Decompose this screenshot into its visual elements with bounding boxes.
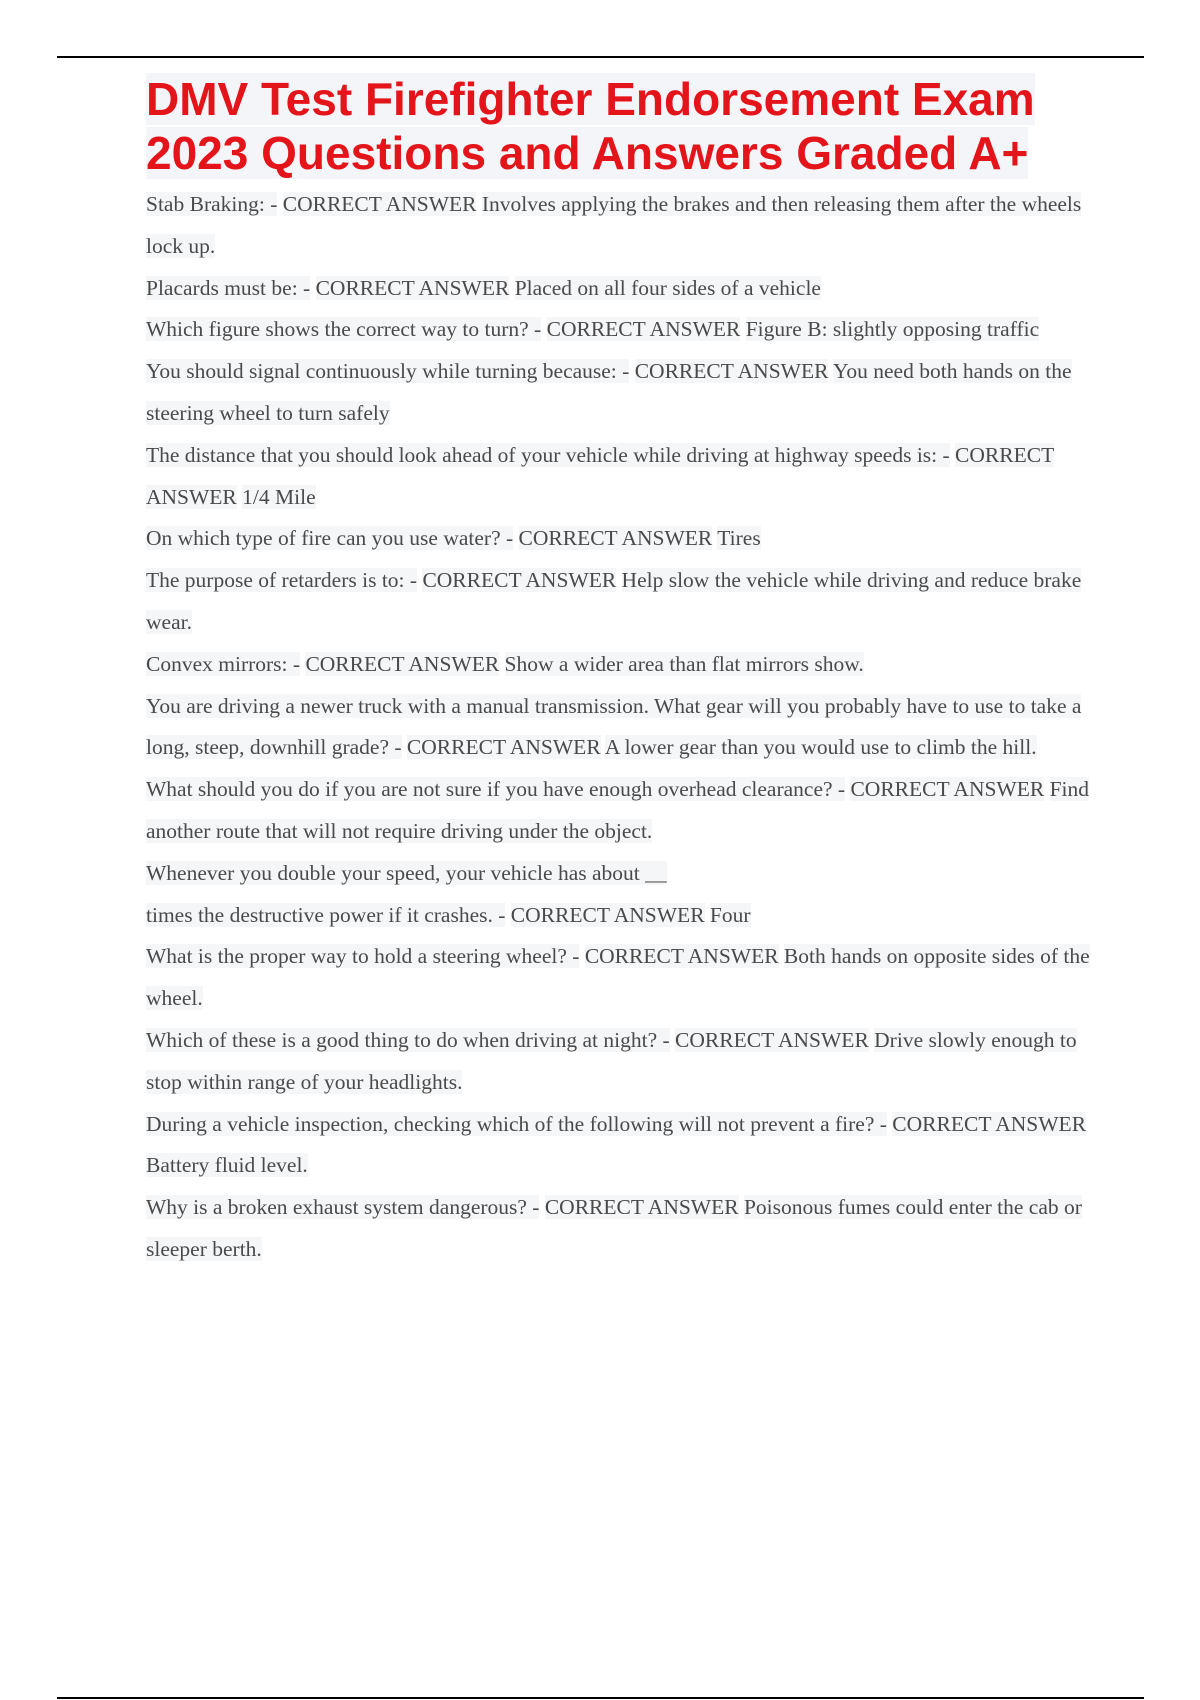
qa-answer-tag: CORRECT ANSWER: [850, 777, 1045, 802]
qa-answer: Both hands on opposite sides of the wheel.: [146, 944, 1090, 1011]
qa-answer-tag: CORRECT ANSWER: [315, 275, 510, 300]
qa-answer: Four: [709, 902, 751, 927]
title-line-1: DMV Test Firefighter Endorsement Exam: [146, 73, 1035, 125]
document-title: [146, 72, 1096, 180]
qa-answer: Involves applying the brakes and then releasing them after the wheels lock up.: [146, 192, 1082, 258]
qa-question: Which figure shows the correct way to turn? -: [146, 317, 542, 342]
bottom-rule: [57, 1697, 1144, 1699]
qa-answer: Figure B: slightly opposing traffic: [745, 317, 1040, 342]
qa-answer-tag: CORRECT ANSWER: [282, 192, 477, 216]
qa-answer-tag: CORRECT ANSWER: [146, 442, 1055, 509]
qa-answer: Find another route that will not require driving under the object.: [146, 777, 1090, 843]
qa-answer-tag: CORRECT ANSWER: [422, 568, 617, 593]
qa-question: Convex mirrors: -: [146, 651, 301, 676]
qa-item: [146, 1187, 1096, 1271]
qa-answer-tag: CORRECT ANSWER: [892, 1111, 1087, 1136]
qa-item: [146, 351, 1096, 435]
qa-question: You are driving a newer truck with a manual transmission. What gear will you probably have to use to take a long, steep, downhill grade? -: [146, 693, 1082, 760]
qa-item: [146, 560, 1096, 644]
document-body: [146, 72, 1096, 1271]
qa-answer: 1/4 Mile: [242, 484, 316, 509]
qa-question-continued: times the destructive power if it crashes. -: [146, 902, 506, 927]
qa-answer-tag: CORRECT ANSWER: [675, 1027, 869, 1052]
qa-answer-tag: CORRECT ANSWER: [544, 1195, 739, 1220]
qa-item: [146, 1020, 1096, 1104]
qa-answer: Show a wider area than flat mirrors show.: [504, 651, 864, 676]
qa-answer-tag: CORRECT ANSWER: [406, 735, 601, 760]
qa-answer: You need both hands on the steering wheel to turn safely: [146, 359, 1072, 425]
qa-question: During a vehicle inspection, checking which of the following will not prevent a fire? -: [146, 1111, 887, 1136]
qa-question: Which of these is a good thing to do when driving at night? -: [146, 1027, 670, 1052]
qa-question: Stab Braking: -: [146, 192, 278, 216]
qa-item: [146, 1104, 1096, 1188]
qa-item: [146, 309, 1096, 351]
qa-answer-tag: CORRECT ANSWER: [634, 359, 829, 384]
qa-item: [146, 936, 1096, 1020]
qa-answer-tag: CORRECT ANSWER: [305, 651, 500, 676]
qa-item: [146, 184, 1096, 268]
qa-answer: Drive slowly enough to stop within range of your headlights.: [146, 1027, 1077, 1094]
top-rule: [57, 56, 1144, 58]
qa-answer-tag: CORRECT ANSWER: [584, 944, 779, 969]
qa-question: Why is a broken exhaust system dangerous? -: [146, 1195, 540, 1220]
qa-answer: Placed on all four sides of a vehicle: [514, 275, 821, 300]
qa-answer: Help slow the vehicle while driving and reduce brake wear.: [146, 568, 1082, 634]
qa-item: [146, 769, 1096, 853]
qa-question: The distance that you should look ahead of your vehicle while driving at highway speeds is: -: [146, 442, 950, 467]
title-line-2: 2023 Questions and Answers Graded A+: [146, 127, 1029, 179]
qa-question: On which type of fire can you use water? -: [146, 526, 514, 551]
qa-item: [146, 268, 1096, 310]
qa-answer: A lower gear than you would use to climb the hill.: [604, 735, 1037, 760]
qa-answer: Battery fluid level.: [146, 1153, 308, 1178]
qa-answer-tag: CORRECT ANSWER: [518, 526, 713, 551]
qa-item: [146, 686, 1096, 770]
qa-question: What is the proper way to hold a steering wheel? -: [146, 944, 580, 969]
qa-question: What should you do if you are not sure if you have enough overhead clearance? -: [146, 777, 846, 802]
qa-answer-tag: CORRECT ANSWER: [546, 317, 741, 342]
qa-question: The purpose of retarders is to: -: [146, 568, 418, 593]
qa-answer: Tires: [717, 526, 761, 551]
qa-question: Whenever you double your speed, your vehicle has about __: [146, 860, 667, 885]
qa-item: [146, 518, 1096, 560]
qa-answer-tag: CORRECT ANSWER: [510, 902, 705, 927]
qa-question: Placards must be: -: [146, 275, 311, 300]
qa-item: [146, 435, 1096, 519]
qa-item: [146, 853, 1096, 937]
qa-item: [146, 644, 1096, 686]
qa-answer: Poisonous fumes could enter the cab or sleeper berth.: [146, 1195, 1082, 1261]
qa-question: You should signal continuously while turning because: -: [146, 359, 630, 384]
